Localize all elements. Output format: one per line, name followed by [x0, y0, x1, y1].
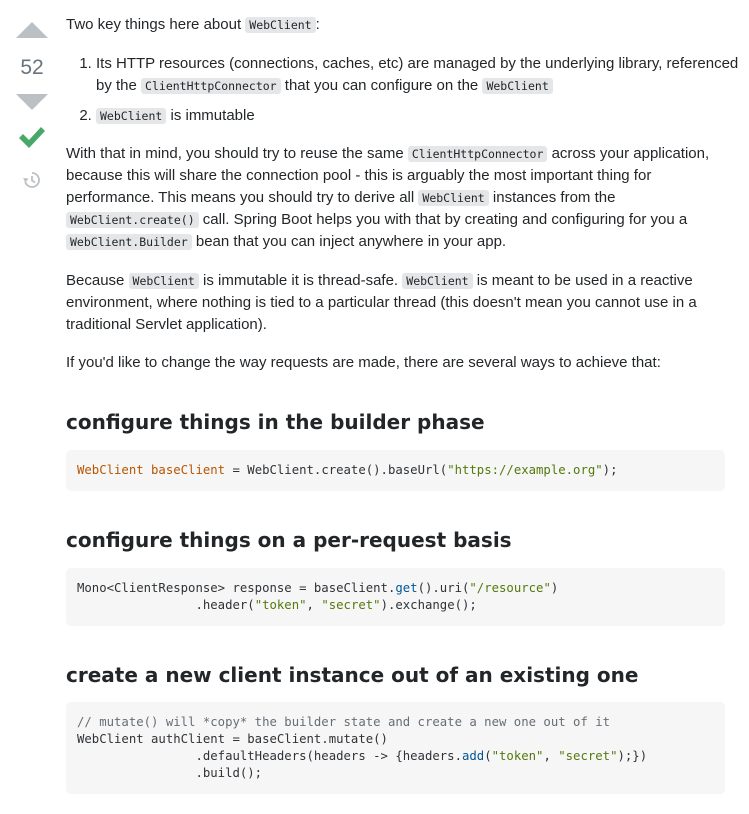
- paragraph-text: instances from the: [492, 189, 616, 206]
- code-token: ) .header(: [195, 581, 559, 612]
- code-block: [66, 568, 725, 626]
- paragraph-ways: If you'd like to change the way requests are made, there are several ways to achieve that:: [66, 354, 661, 371]
- inline-code: WebClient: [96, 108, 166, 124]
- code-token: WebClient baseClient: [77, 463, 226, 477]
- inline-code: ClientHttpConnector: [141, 78, 281, 94]
- list-text: is immutable: [170, 107, 255, 124]
- list-text: that you can configure on the: [284, 77, 479, 94]
- code-token: "/resource": [469, 581, 551, 595]
- intro-colon: :: [315, 16, 320, 33]
- inline-code: WebClient.Builder: [66, 234, 192, 250]
- code-token: add: [461, 749, 485, 763]
- code-token: ,: [543, 749, 559, 763]
- inline-code: WebClient: [482, 78, 552, 94]
- paragraph-reuse: [66, 143, 726, 253]
- paragraph-text: is immutable it is thread-safe.: [203, 272, 399, 289]
- code-token: "token": [254, 598, 307, 612]
- section-heading: configure things on a per-request basis: [66, 528, 512, 552]
- code-token: );}) .build();: [195, 749, 648, 780]
- inline-code: WebClient: [129, 273, 199, 289]
- intro-label: Two key things here about: [66, 16, 242, 33]
- upvote-icon[interactable]: [16, 22, 48, 38]
- code-comment: // mutate() will *copy* the builder state and create a new one out of it: [77, 715, 611, 729]
- vote-count: 52: [20, 56, 44, 79]
- code-token: ,: [306, 598, 322, 612]
- paragraph-threadsafe: [66, 270, 726, 336]
- code-token: );: [602, 463, 618, 477]
- code-token: "https://example.org": [447, 463, 603, 477]
- code-token: "secret": [558, 749, 618, 763]
- history-icon[interactable]: [22, 170, 42, 190]
- accepted-checkmark-icon: [17, 124, 47, 152]
- list-item: [96, 105, 749, 127]
- code-token: WebClient authClient = baseClient.mutate() .defaultHeaders(headers -> {headers.: [77, 732, 462, 763]
- inline-code: WebClient: [418, 190, 488, 206]
- intro-text: [66, 14, 320, 36]
- code-token: get: [395, 581, 418, 595]
- list-item: [96, 53, 749, 97]
- code-token: "secret": [321, 598, 381, 612]
- paragraph-text: bean that you can inject anywhere in your app.: [195, 233, 507, 250]
- inline-code: WebClient.create(): [66, 212, 199, 228]
- downvote-icon[interactable]: [16, 94, 48, 110]
- paragraph-text: across your application, because this will share the connection pool - this is arguably the most important thing for performance. This means you should try to derive all: [66, 145, 710, 206]
- code-token: Mono<ClientResponse> response = baseClient.: [77, 581, 396, 595]
- code-block: [66, 702, 725, 794]
- inline-code: WebClient: [245, 17, 315, 33]
- paragraph-text: call. Spring Boot helps you with that by creating and configuring for you a: [202, 211, 688, 228]
- paragraph-text: Because: [66, 272, 125, 289]
- section-heading: configure things in the builder phase: [66, 410, 485, 434]
- code-token: (: [484, 749, 492, 763]
- inline-code: WebClient: [402, 273, 472, 289]
- code-block: [66, 450, 725, 491]
- paragraph-text: With that in mind, you should try to reuse the same: [66, 145, 404, 162]
- section-heading: create a new client instance out of an existing one: [66, 663, 639, 687]
- code-token: ().uri(: [417, 581, 470, 595]
- code-token: "token": [491, 749, 544, 763]
- code-token: = WebClient.create().baseUrl(: [225, 463, 448, 477]
- code-token: ).exchange();: [380, 598, 477, 612]
- key-points-list: [66, 53, 749, 127]
- inline-code: ClientHttpConnector: [408, 146, 548, 162]
- paragraph-text: is meant to be used in a reactive environment, where nothing is tied to a particular thread (this doesn't mean you cannot use in a traditional Servlet application).: [66, 272, 697, 333]
- list-text: Its HTTP resources (connections, caches, etc) are managed by the underlying library, referenced by the: [96, 55, 739, 94]
